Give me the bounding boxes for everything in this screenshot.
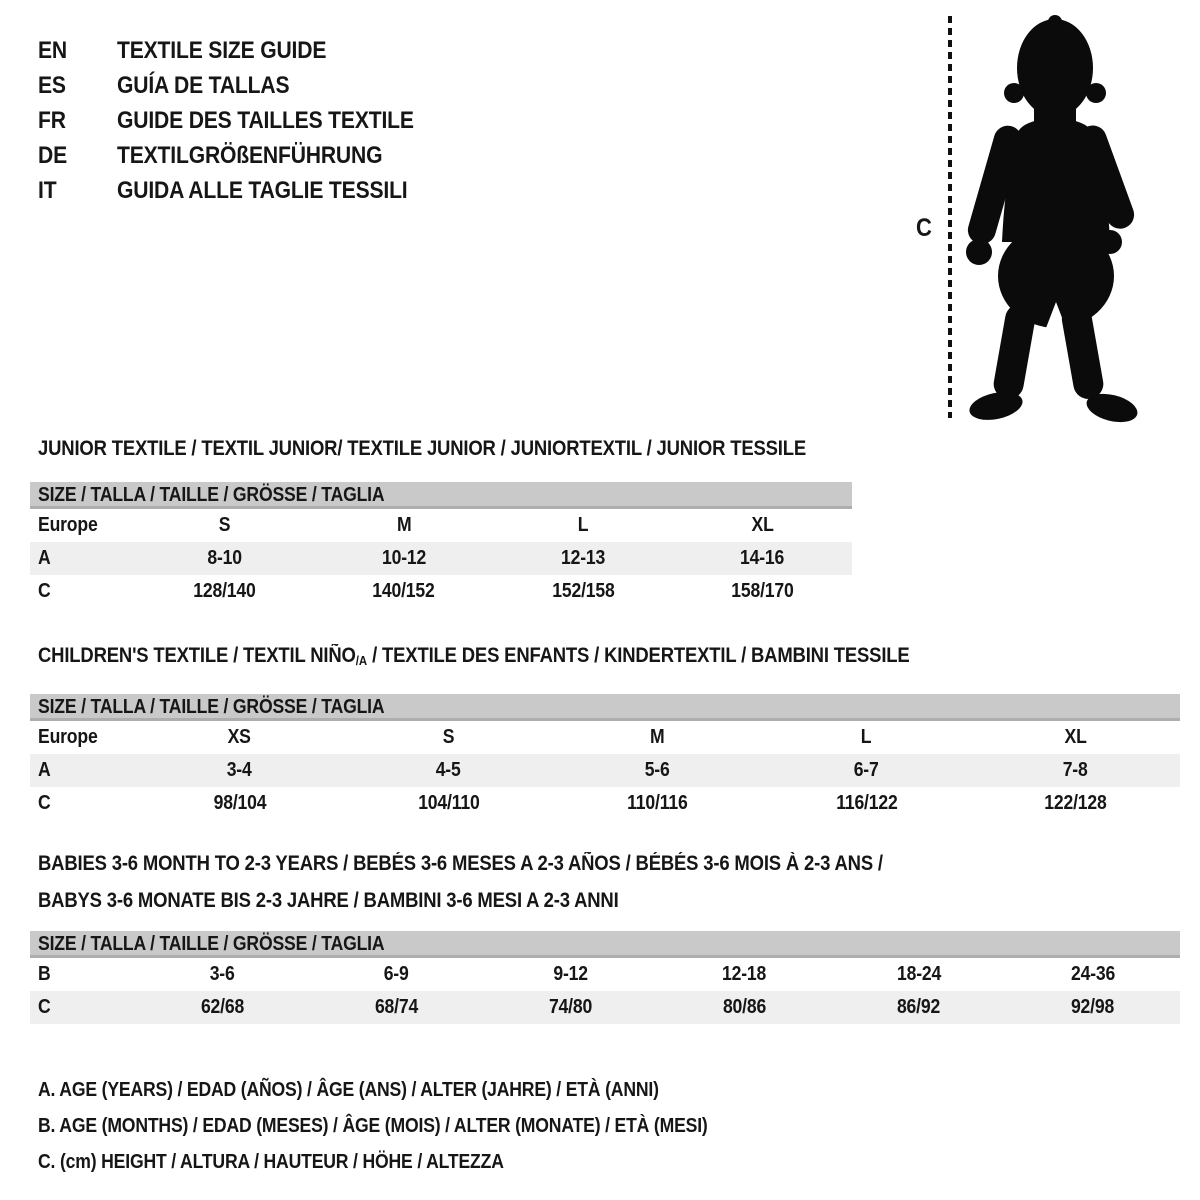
junior-size-header-bar: SIZE / TALLA / TAILLE / GRÖSSE / TAGLIA: [30, 482, 852, 509]
row-label-cell: A: [30, 542, 135, 575]
toddler-silhouette-icon: [956, 14, 1141, 426]
row-label-cell: C: [30, 991, 135, 1024]
row-label-cell: Europe: [38, 514, 98, 536]
footnote-b: B. AGE (MONTHS) / EDAD (MESES) / ÂGE (MOIS) / ALTER (MONATE) / ETÀ (MESI): [38, 1115, 708, 1137]
measure-label-c: C: [916, 214, 932, 242]
language-code: IT: [38, 177, 57, 204]
table-row: Europe XS S M L XL: [30, 721, 1180, 754]
language-row: [38, 68, 454, 103]
junior-size-table: [30, 509, 852, 608]
language-label: TEXTILE SIZE GUIDE: [117, 37, 327, 64]
table-row: C 98/104 104/110 110/116 116/122 122/128: [30, 787, 1180, 820]
footnote-legend: [38, 1072, 799, 1180]
language-label: GUIDA ALLE TAGLIE TESSILI: [117, 177, 408, 204]
language-row: [38, 173, 454, 208]
children-size-header-bar: SIZE / TALLA / TAILLE / GRÖSSE / TAGLIA: [30, 694, 1180, 721]
junior-section-title: JUNIOR TEXTILE / TEXTIL JUNIOR/ TEXTILE JUNIOR / JUNIORTEXTIL / JUNIOR TESSILE: [38, 437, 807, 460]
row-label-cell: A: [30, 754, 135, 787]
language-label: GUIDE DES TAILLES TEXTILE: [117, 107, 414, 134]
footnote-a: A. AGE (YEARS) / EDAD (AÑOS) / ÂGE (ANS) / ALTER (JAHRE) / ETÀ (ANNI): [38, 1079, 659, 1101]
children-size-table: [30, 721, 1180, 820]
language-code: FR: [38, 107, 66, 134]
row-label-cell: C: [38, 580, 51, 602]
language-code: DE: [38, 142, 67, 169]
babies-section-title: BABIES 3-6 MONTH TO 2-3 YEARS / BEBÉS 3-6 MESES A 2-3 AÑOS / BÉBÉS 3-6 MOIS À 2-3 ANS / BABYS 3-6 MONATE BIS 2-3 JAHRE / BAMBINI 3-6 MESI A 2-3 ANNI: [38, 852, 883, 912]
table-row: C 62/68 68/74 74/80 80/86 86/92 92/98: [30, 991, 1180, 1024]
language-row: [38, 33, 454, 68]
height-measure-dashed-line: [948, 16, 952, 418]
language-title-list: [38, 33, 454, 208]
language-row: [38, 103, 454, 138]
table-row: C 128/140 140/152 152/158 158/170: [30, 575, 852, 608]
babies-size-table: [30, 958, 1180, 1024]
footnote-c: C. (cm) HEIGHT / ALTURA / HAUTEUR / HÖHE / ALTEZZA: [38, 1151, 504, 1173]
language-code: EN: [38, 37, 67, 64]
language-label: GUÍA DE TALLAS: [117, 72, 290, 99]
babies-size-header-bar: SIZE / TALLA / TAILLE / GRÖSSE / TAGLIA: [30, 931, 1180, 958]
language-row: [38, 138, 454, 173]
table-row: A 3-4 4-5 5-6 6-7 7-8: [30, 754, 1180, 787]
language-code: ES: [38, 72, 66, 99]
row-label-cell: C: [38, 792, 51, 814]
nino-a-subscript: /A: [355, 653, 368, 668]
row-label-cell: B: [38, 963, 51, 985]
row-label-cell: Europe: [38, 726, 98, 748]
table-row: B 3-6 6-9 9-12 12-18 18-24 24-36: [30, 958, 1180, 991]
table-row: A 8-10 10-12 12-13 14-16: [30, 542, 852, 575]
language-label: TEXTILGRÖßENFÜHRUNG: [117, 142, 383, 169]
children-section-title: CHILDREN'S TEXTILE / TEXTIL NIÑO/A / TEXTILE DES ENFANTS / KINDERTEXTIL / BAMBINI TESSILE: [38, 644, 910, 668]
table-row: Europe S M L XL: [30, 509, 852, 542]
